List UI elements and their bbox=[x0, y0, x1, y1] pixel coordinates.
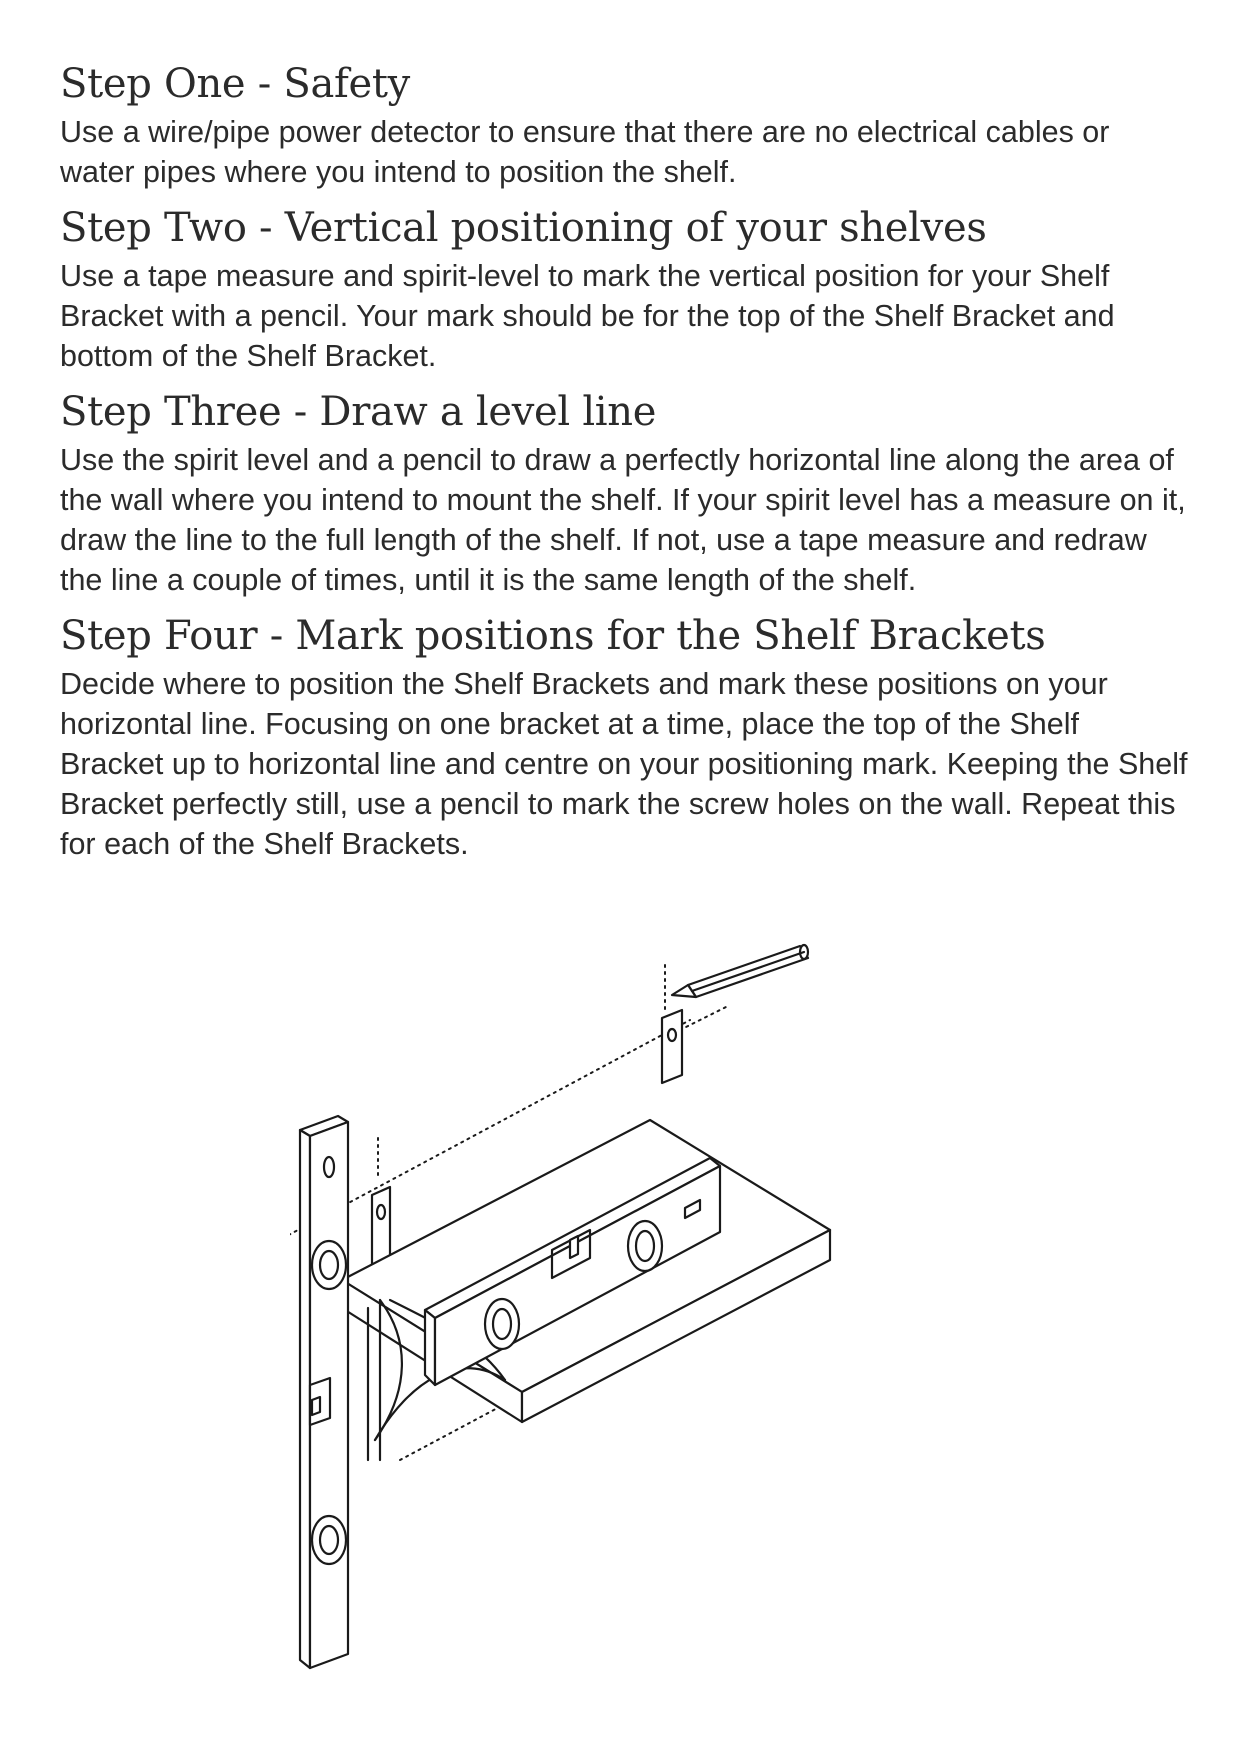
steps-list bbox=[60, 58, 1190, 874]
step-two-body: Use a tape measure and spirit-level to mark the vertical position for your Shelf Bracket with a pencil. Your mark should be for the top of the Shelf Bracket and bottom of the Shelf Bracket. bbox=[60, 259, 1115, 373]
step-four-title: Step Four - Mark positions for the Shelf Brackets bbox=[60, 613, 1046, 659]
shelf-mounting-illustration bbox=[290, 940, 950, 1700]
step-four bbox=[60, 610, 1190, 864]
pencil-icon bbox=[672, 945, 808, 997]
shelf-bracket-spirit-level-pencil-illustration bbox=[290, 940, 950, 1700]
step-one-body: Use a wire/pipe power detector to ensure that there are no electrical cables or water pipes where you intend to position the shelf. bbox=[60, 115, 1110, 189]
step-two-title: Step Two - Vertical positioning of your shelves bbox=[60, 205, 987, 251]
step-one bbox=[60, 58, 1190, 192]
step-two bbox=[60, 202, 1190, 376]
step-three-title: Step Three - Draw a level line bbox=[60, 389, 657, 435]
step-three-body: Use the spirit level and a pencil to draw a perfectly horizontal line along the area of the wall where you intend to mount the shelf. If your spirit level has a measure on it, draw the line to the full length of the shelf. If not, use a tape measure and redraw the line a couple of times, until it is the same length of the shelf. bbox=[60, 443, 1186, 597]
step-four-body: Decide where to position the Shelf Brackets and mark these positions on your horizontal line. Focusing on one bracket at a time, place the top of the Shelf Bracket up to horizontal line and centre on your positioning mark. Keeping the Shelf Bracket perfectly still, use a pencil to mark the screw holes on the wall. Repeat this for each of the Shelf Brackets. bbox=[60, 667, 1188, 861]
step-one-title: Step One - Safety bbox=[60, 61, 410, 107]
step-three bbox=[60, 386, 1190, 600]
back-bracket-tab bbox=[662, 1010, 682, 1083]
vertical-spirit-level bbox=[300, 1116, 348, 1668]
